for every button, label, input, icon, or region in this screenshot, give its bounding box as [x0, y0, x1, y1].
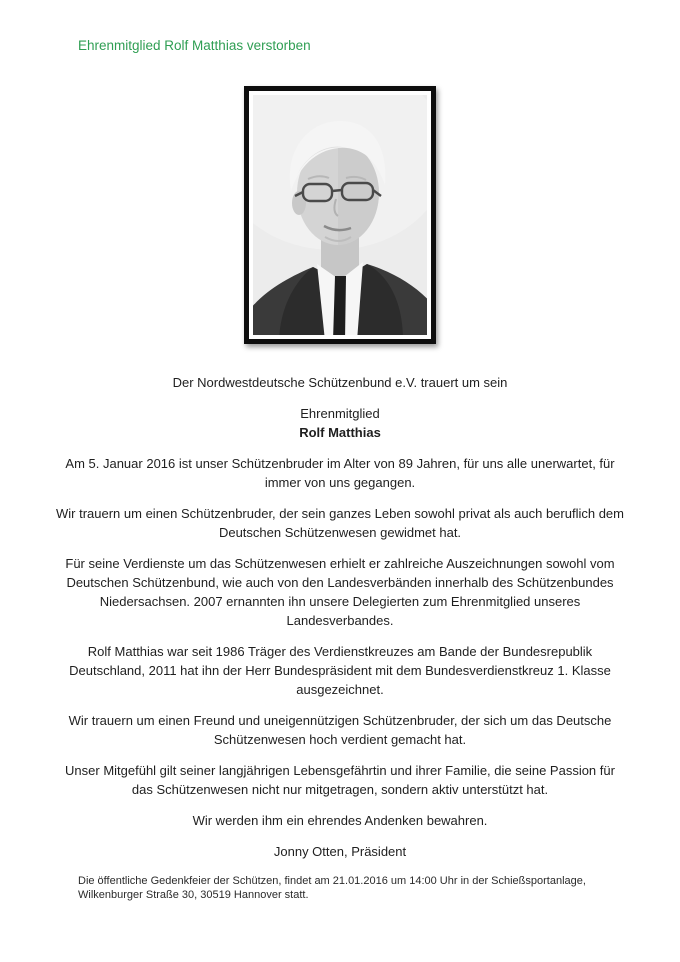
- page-title: Ehrenmitglied Rolf Matthias verstorben: [78, 38, 311, 53]
- paragraph-friend: Wir trauern um einen Freund und uneigennützigen Schützenbruder, der sich um das Deutsche Schützenwesen hoch verdient gemacht hat.: [68, 713, 612, 747]
- paragraph-condolence: Unser Mitgefühl gilt seiner langjährigen Lebensgefährtin und ihrer Familie, die seine Passion für das Schützenwesen nicht nur mitgetragen, sondern aktiv unterstützt hat.: [65, 763, 615, 797]
- intro-line: Der Nordwestdeutsche Schützenbund e.V. trauert um sein: [172, 375, 508, 390]
- paragraph-remembrance: Wir werden ihm ein ehrendes Andenken bewahren.: [192, 813, 488, 828]
- portrait-photo-icon: [253, 95, 427, 335]
- paragraph-mourning: Wir trauern um einen Schützenbruder, der sein ganzes Leben sowohl privat als auch beruflich dem Deutschen Schützenwesen gewidmet hat.: [56, 506, 624, 540]
- deceased-name: Rolf Matthias: [299, 425, 381, 440]
- paragraph-merits: Für seine Verdienste um das Schützenwesen erhielt er zahlreiche Auszeichnungen sowohl vom Deutschen Schützenbund, wie auch von den Landesverbänden innerhalb des Schützenbundes Niedersachsen. 2007 ernannten ihn unsere Delegierten zum Ehrenmitglied unseres Landesverbandes.: [65, 556, 615, 628]
- paragraph-honors: Rolf Matthias war seit 1986 Träger des Verdienstkreuzes am Bande der Bundesrepublik Deutschland, 2011 hat ihn der Herr Bundespräsident mit dem Bundesverdienstkreuz 1. Klasse ausgezeichnet.: [69, 644, 611, 697]
- signature-line: Jonny Otten, Präsident: [273, 844, 407, 859]
- paragraph-death-notice: Am 5. Januar 2016 ist unser Schützenbruder im Alter von 89 Jahren, für uns alle unerwartet, für immer von uns gegangen.: [65, 456, 615, 490]
- honor-title: Ehrenmitglied: [300, 406, 380, 421]
- obituary-text-block: [55, 373, 625, 861]
- portrait-photo-frame: [244, 86, 436, 344]
- memorial-service-note: Die öffentliche Gedenkfeier der Schützen, findet am 21.01.2016 um 14:00 Uhr in der Schießsportanlage, Wilkenburger Straße 30, 30519 Hannover statt.: [78, 875, 586, 901]
